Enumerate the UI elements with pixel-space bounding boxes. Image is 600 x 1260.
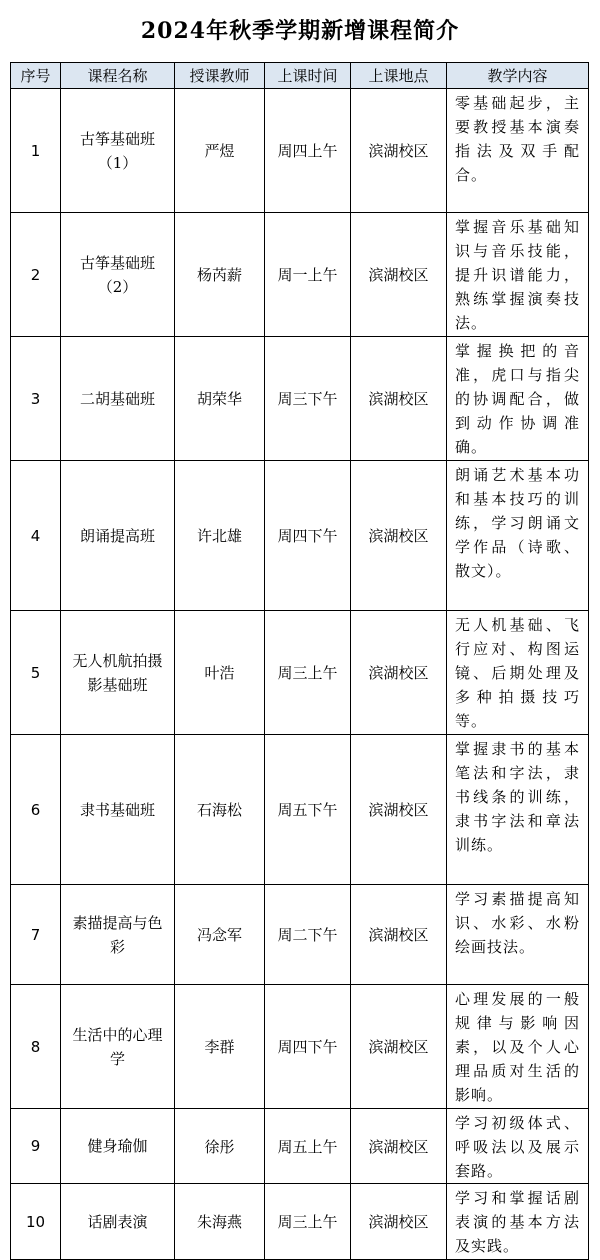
header-teacher: 授课教师 — [175, 63, 265, 89]
document-title: 2024年秋季学期新增课程简介 — [140, 18, 460, 44]
header-time: 上课时间 — [265, 63, 351, 89]
table-row — [11, 885, 589, 985]
class-location: 滨湖校区 — [351, 985, 447, 1109]
course-name: 话剧表演 — [61, 1184, 175, 1260]
class-location: 滨湖校区 — [351, 213, 447, 337]
row-number: 9 — [11, 1109, 61, 1184]
teacher-name: 杨芮薪 — [175, 213, 265, 337]
table-row — [11, 213, 589, 337]
class-time: 周四上午 — [265, 89, 351, 213]
class-time: 周二下午 — [265, 885, 351, 985]
table-header-row — [11, 63, 589, 89]
row-number: 3 — [11, 337, 61, 461]
class-time: 周一上午 — [265, 213, 351, 337]
table-row — [11, 611, 589, 735]
class-time: 周五上午 — [265, 1109, 351, 1184]
course-name: 古筝基础班（1） — [61, 89, 175, 213]
header-location: 上课地点 — [351, 63, 447, 89]
class-time: 周四下午 — [265, 985, 351, 1109]
course-content: 掌握隶书的基本笔法和字法，隶书线条的训练，隶书字法和章法训练。 — [447, 735, 589, 885]
course-content: 零基础起步，主要教授基本演奏指法及双手配合。 — [447, 89, 589, 213]
table-row — [11, 735, 589, 885]
teacher-name: 李群 — [175, 985, 265, 1109]
course-name: 健身瑜伽 — [61, 1109, 175, 1184]
teacher-name: 石海松 — [175, 735, 265, 885]
teacher-name: 严煜 — [175, 89, 265, 213]
row-number: 6 — [11, 735, 61, 885]
class-location: 滨湖校区 — [351, 611, 447, 735]
course-content: 无人机基础、飞行应对、构图运镜、后期处理及多种拍摄技巧等。 — [447, 611, 589, 735]
teacher-name: 许北雄 — [175, 461, 265, 611]
class-location: 滨湖校区 — [351, 1109, 447, 1184]
course-content: 掌握换把的音准，虎口与指尖的协调配合，做到动作协调准确。 — [447, 337, 589, 461]
class-time: 周三上午 — [265, 611, 351, 735]
table-row — [11, 1109, 589, 1184]
row-number: 2 — [11, 213, 61, 337]
class-location: 滨湖校区 — [351, 461, 447, 611]
course-content: 心理发展的一般规律与影响因素，以及个人心理品质对生活的影响。 — [447, 985, 589, 1109]
header-content: 教学内容 — [447, 63, 589, 89]
table-row — [11, 1184, 589, 1260]
course-table — [10, 62, 589, 1260]
course-name: 隶书基础班 — [61, 735, 175, 885]
course-content: 掌握音乐基础知识与音乐技能，提升识谱能力，熟练掌握演奏技法。 — [447, 213, 589, 337]
teacher-name: 叶浩 — [175, 611, 265, 735]
table-row — [11, 337, 589, 461]
course-content: 朗诵艺术基本功和基本技巧的训练，学习朗诵文学作品（诗歌、散文）。 — [447, 461, 589, 611]
row-number: 5 — [11, 611, 61, 735]
header-course-name: 课程名称 — [61, 63, 175, 89]
class-time: 周五下午 — [265, 735, 351, 885]
class-location: 滨湖校区 — [351, 735, 447, 885]
class-location: 滨湖校区 — [351, 885, 447, 985]
header-no: 序号 — [11, 63, 61, 89]
teacher-name: 徐彤 — [175, 1109, 265, 1184]
course-name: 生活中的心理学 — [61, 985, 175, 1109]
course-name: 古筝基础班（2） — [61, 213, 175, 337]
teacher-name: 胡荣华 — [175, 337, 265, 461]
class-time: 周三上午 — [265, 1184, 351, 1260]
course-content: 学习素描提高知识、水彩、水粉绘画技法。 — [447, 885, 589, 985]
class-location: 滨湖校区 — [351, 337, 447, 461]
row-number: 1 — [11, 89, 61, 213]
class-time: 周四下午 — [265, 461, 351, 611]
teacher-name: 朱海燕 — [175, 1184, 265, 1260]
table-row — [11, 461, 589, 611]
course-name: 朗诵提高班 — [61, 461, 175, 611]
course-name: 无人机航拍摄影基础班 — [61, 611, 175, 735]
course-content: 学习初级体式、呼吸法以及展示套路。 — [447, 1109, 589, 1184]
row-number: 4 — [11, 461, 61, 611]
row-number: 10 — [11, 1184, 61, 1260]
class-time: 周三下午 — [265, 337, 351, 461]
row-number: 8 — [11, 985, 61, 1109]
table-row — [11, 985, 589, 1109]
class-location: 滨湖校区 — [351, 89, 447, 213]
course-content: 学习和掌握话剧表演的基本方法及实践。 — [447, 1184, 589, 1260]
row-number: 7 — [11, 885, 61, 985]
table-row — [11, 89, 589, 213]
teacher-name: 冯念军 — [175, 885, 265, 985]
course-name: 二胡基础班 — [61, 337, 175, 461]
class-location: 滨湖校区 — [351, 1184, 447, 1260]
course-name: 素描提高与色彩 — [61, 885, 175, 985]
